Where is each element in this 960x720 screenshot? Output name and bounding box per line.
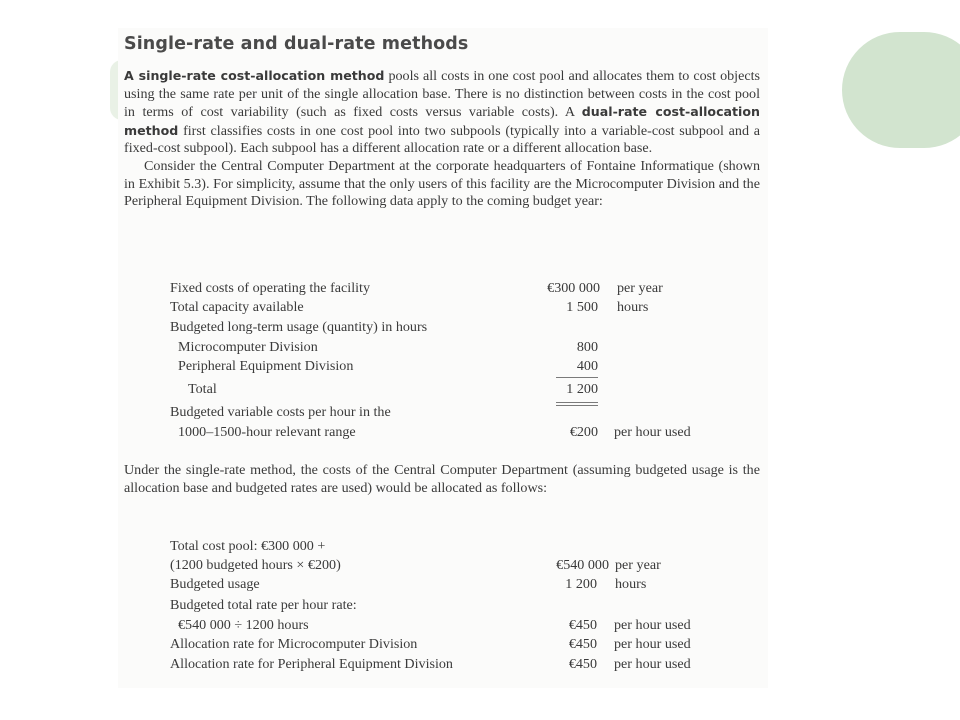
subtotal-rule [556,377,598,378]
budgeted-usage-label: Budgeted usage [170,576,260,592]
budgeted-usage-value: 1 200 [565,576,597,592]
micro-rate-unit: per hour used [614,636,691,652]
term-single-rate: A single-rate cost-allocation method [124,68,385,83]
total-rate-value: €450 [568,617,597,633]
peripheral-division-label: Peripheral Equipment Division [178,358,354,374]
micro-division-label: Microcomputer Division [178,339,318,355]
paragraph-intro-text-2: first classifies costs in one cost pool into two subpools (typically into a variable-cost subpool and a fixed-cost subpool). Each subpool has a different allocation rate or a different allocation base. [124,122,760,157]
micro-rate-label: Allocation rate for Microcomputer Division [170,636,418,652]
table-row [170,358,598,377]
table-row [170,576,597,595]
decorative-circle [842,32,960,148]
table-row [170,636,597,655]
total-rate-label-1: Budgeted total rate per hour rate: [170,597,357,613]
table-row [170,319,600,338]
table-row [170,404,600,423]
table-row [170,280,600,299]
page-title: Single-rate and dual-rate methods [124,34,469,54]
micro-division-hours: 800 [576,339,598,355]
fixed-costs-unit: per year [617,280,663,296]
cost-pool-label-2: (1200 budgeted hours × €200) [170,557,341,573]
table-row [170,617,597,636]
table-row [170,557,609,576]
variable-costs-value: €200 [569,424,598,440]
peripheral-rate-label: Allocation rate for Peripheral Equipment Division [170,656,453,672]
total-hours: 1 200 [566,381,598,397]
usage-heading: Budgeted long-term usage (quantity) in hours [170,319,428,335]
table-row [170,538,600,557]
total-label: Total [188,381,217,397]
fixed-costs-value: €300 000 [547,280,600,296]
micro-rate-value: €450 [568,636,597,652]
table-row [170,597,600,616]
capacity-value: 1 500 [566,299,598,315]
table-row [170,339,598,358]
capacity-unit: hours [617,299,649,315]
paragraph-intro [124,67,760,211]
paragraph-example: Consider the Central Computer Department at the corporate headquarters of Fontaine Informatique (shown in Exhibit 5.3). For simplicity, assume that the only users of this facility are the Microcomputer Division and the Peripheral Equipment Division. The following data apply to the coming budget year: [124,157,760,210]
cost-pool-value: €540 000 [556,557,609,573]
peripheral-division-hours: 400 [576,358,598,374]
variable-costs-label-1: Budgeted variable costs per hour in the [170,404,391,420]
budgeted-usage-unit: hours [615,576,647,592]
total-rate-unit: per hour used [614,617,691,633]
cost-pool-label-1: Total cost pool: €300 000 + [170,538,326,554]
paragraph-single-rate: Under the single-rate method, the costs of the Central Computer Department (assuming budgeted usage is the allocation base and budgeted rates are used) would be allocated as follows: [124,462,760,496]
peripheral-rate-unit: per hour used [614,656,691,672]
fixed-costs-label: Fixed costs of operating the facility [170,280,371,296]
variable-costs-label-2: 1000–1500-hour relevant range [178,424,356,440]
total-double-rule-top [556,402,598,403]
table-row [170,656,597,675]
table-row [170,381,598,400]
total-rate-label-2: €540 000 ÷ 1200 hours [178,617,309,633]
cost-pool-unit: per year [615,557,661,573]
table-row [170,424,598,443]
term-dual-rate: dual-rate cost-allocation method [124,104,760,138]
peripheral-rate-value: €450 [568,656,597,672]
paragraph-intro-text-1: pools all costs in one cost pool and allocates them to cost objects using the same rate per unit of the single allocation base. There is no distinction between costs in the cost pool in terms of cost variability (such as fixed costs versus variable costs). A [124,68,760,121]
table-row [170,299,598,318]
capacity-label: Total capacity available [170,299,304,315]
variable-costs-unit: per hour used [614,424,691,440]
